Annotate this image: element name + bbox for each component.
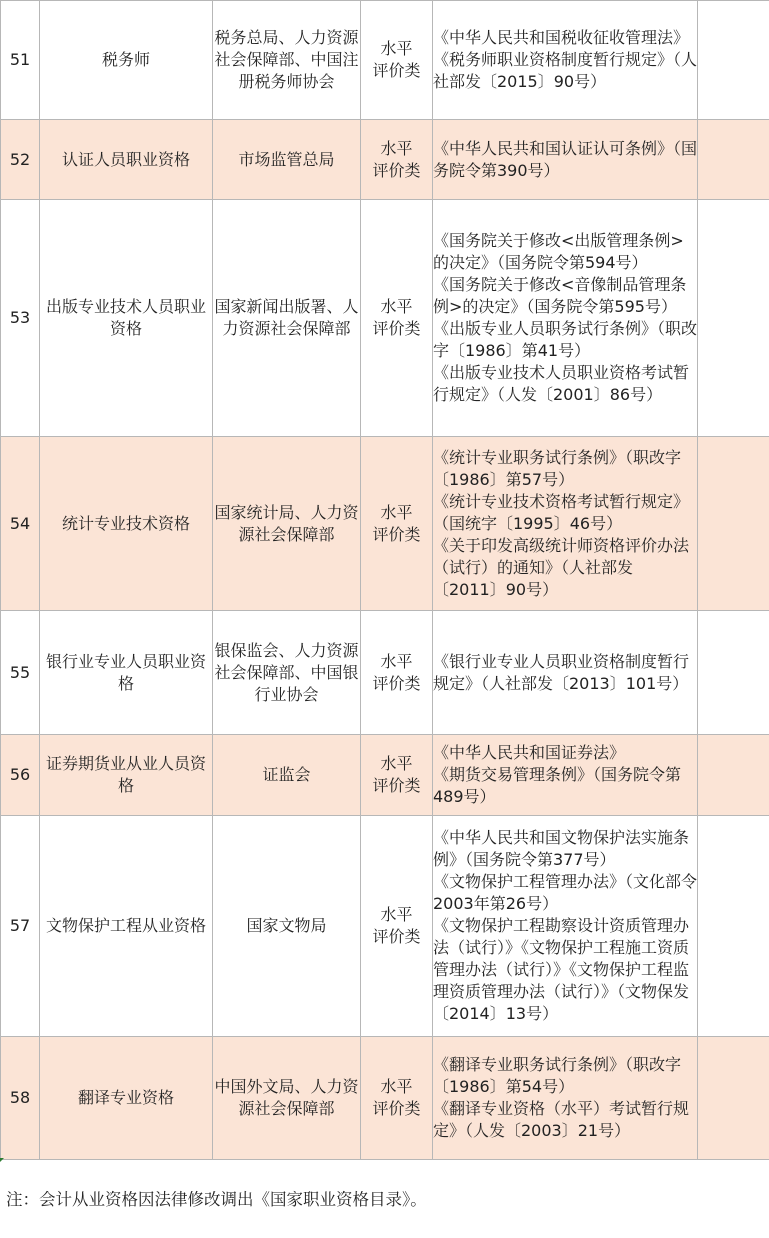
basis-line: 《文物保护工程勘察设计资质管理办法（试行）》《文物保护工程施工资质管理办法（试行）》《文物保护工程监理资质管理办法（试行）》（文物保发〔2014〕13号） — [433, 916, 690, 1023]
type-line: 评价类 — [372, 524, 421, 544]
table-row — [1, 816, 769, 1037]
qualification-name: 翻译专业资格 — [40, 1037, 213, 1160]
qualification-name: 认证人员职业资格 — [40, 120, 213, 200]
footnote: 注：会计从业资格因法律修改调出《国家职业资格目录》。 — [6, 1190, 427, 1209]
basis-line: 《统计专业技术资格考试暂行规定》（国统字〔1995〕46号） — [433, 491, 690, 533]
type-line: 评价类 — [372, 1099, 421, 1118]
implementing-department: 国家文物局 — [213, 816, 361, 1037]
legal-basis — [433, 816, 698, 1037]
blank-cell — [698, 437, 769, 611]
qualification-type — [361, 120, 433, 200]
qualification-type — [361, 735, 433, 816]
type-line: 水平 — [380, 905, 413, 924]
legal-basis — [433, 1, 698, 120]
legal-basis — [433, 200, 698, 437]
basis-line: 《中华人民共和国认证认可条例》（国务院令第390号） — [433, 138, 698, 180]
row-number: 56 — [1, 735, 40, 816]
type-line: 评价类 — [372, 319, 421, 338]
qualification-type — [361, 200, 433, 437]
type-line: 水平 — [380, 502, 413, 522]
basis-line: 《出版专业人员职务试行条例》（职改字〔1986〕第41号） — [433, 319, 698, 360]
basis-line: 《翻译专业资格（水平）考试暂行规定》（人发〔2003〕21号） — [433, 1099, 690, 1140]
blank-cell — [698, 816, 769, 1037]
blank-cell — [698, 1, 769, 120]
basis-line: 《出版专业技术人员职业资格考试暂行规定》（人发〔2001〕86号） — [433, 363, 690, 404]
qualification-name: 银行业专业人员职业资格 — [40, 611, 213, 735]
implementing-department: 税务总局、人力资源社会保障部、中国注册税务师协会 — [213, 1, 361, 120]
type-line: 评价类 — [372, 776, 421, 795]
type-line: 水平 — [380, 39, 413, 58]
qualification-type — [361, 611, 433, 735]
qualification-type — [361, 1037, 433, 1160]
table-row — [1, 200, 769, 437]
legal-basis — [433, 611, 698, 735]
table-row — [1, 1037, 769, 1160]
basis-line: 《翻译专业职务试行条例》（职改字〔1986〕第54号） — [433, 1055, 682, 1096]
qualification-name: 文物保护工程从业资格 — [40, 816, 213, 1037]
type-line: 评价类 — [372, 61, 421, 80]
basis-line: 《中华人民共和国证券法》 — [433, 743, 626, 762]
basis-line: 《税务师职业资格制度暂行规定》（人社部发〔2015〕90号） — [433, 50, 698, 91]
row-number: 53 — [1, 200, 40, 437]
type-line: 评价类 — [372, 673, 421, 693]
type-line: 水平 — [380, 297, 413, 316]
type-line: 水平 — [380, 651, 413, 671]
basis-line: 《统计专业职务试行条例》（职改字〔1986〕第57号） — [433, 447, 682, 489]
qualification-type — [361, 816, 433, 1037]
type-line: 水平 — [380, 1077, 413, 1096]
qualification-name: 出版专业技术人员职业资格 — [40, 200, 213, 437]
row-number: 58 — [1, 1037, 40, 1160]
blank-cell — [698, 120, 769, 200]
blank-cell — [698, 1037, 769, 1160]
basis-line: 《关于印发高级统计师资格评价办法（试行）的通知》（人社部发〔2011〕90号） — [433, 535, 690, 599]
table-row — [1, 611, 769, 735]
qualification-type — [361, 437, 433, 611]
basis-line: 《文物保护工程管理办法》（文化部令2003年第26号） — [433, 872, 698, 913]
implementing-department: 国家新闻出版署、人力资源社会保障部 — [213, 200, 361, 437]
row-number: 57 — [1, 816, 40, 1037]
qualification-name: 统计专业技术资格 — [40, 437, 213, 611]
basis-line: 《国务院关于修改<音像制品管理条例>的决定》（国务院令第595号） — [433, 275, 687, 316]
basis-line: 《银行业专业人员职业资格制度暂行规定》（人社部发〔2013〕101号） — [433, 651, 690, 693]
qualification-type — [361, 1, 433, 120]
qualification-name: 证券期货业从业人员资格 — [40, 735, 213, 816]
legal-basis — [433, 735, 698, 816]
legal-basis — [433, 1037, 698, 1160]
table-row — [1, 735, 769, 816]
basis-line: 《中华人民共和国文物保护法实施条例》（国务院令第377号） — [433, 828, 690, 869]
blank-cell — [698, 735, 769, 816]
type-line: 水平 — [380, 754, 413, 773]
basis-line: 《国务院关于修改<出版管理条例>的决定》（国务院令第594号） — [433, 231, 684, 272]
legal-basis — [433, 120, 698, 200]
type-line: 评价类 — [372, 927, 421, 946]
row-number: 51 — [1, 1, 40, 120]
implementing-department: 银保监会、人力资源社会保障部、中国银行业协会 — [213, 611, 361, 735]
table-row — [1, 1, 769, 120]
basis-line: 《期货交易管理条例》（国务院令第489号） — [433, 765, 682, 806]
qualification-name: 税务师 — [40, 1, 213, 120]
legal-basis — [433, 437, 698, 611]
implementing-department: 市场监管总局 — [213, 120, 361, 200]
implementing-department: 国家统计局、人力资源社会保障部 — [213, 437, 361, 611]
type-line: 水平 — [380, 138, 413, 158]
row-number: 54 — [1, 437, 40, 611]
type-line: 评价类 — [372, 160, 421, 180]
row-number: 55 — [1, 611, 40, 735]
blank-cell — [698, 611, 769, 735]
corner-marker — [0, 1158, 4, 1162]
implementing-department: 证监会 — [213, 735, 361, 816]
implementing-department: 中国外文局、人力资源社会保障部 — [213, 1037, 361, 1160]
basis-line: 《中华人民共和国税收征收管理法》 — [433, 28, 690, 47]
blank-cell — [698, 200, 769, 437]
table-row — [1, 437, 769, 611]
table-row — [1, 120, 769, 200]
row-number: 52 — [1, 120, 40, 200]
